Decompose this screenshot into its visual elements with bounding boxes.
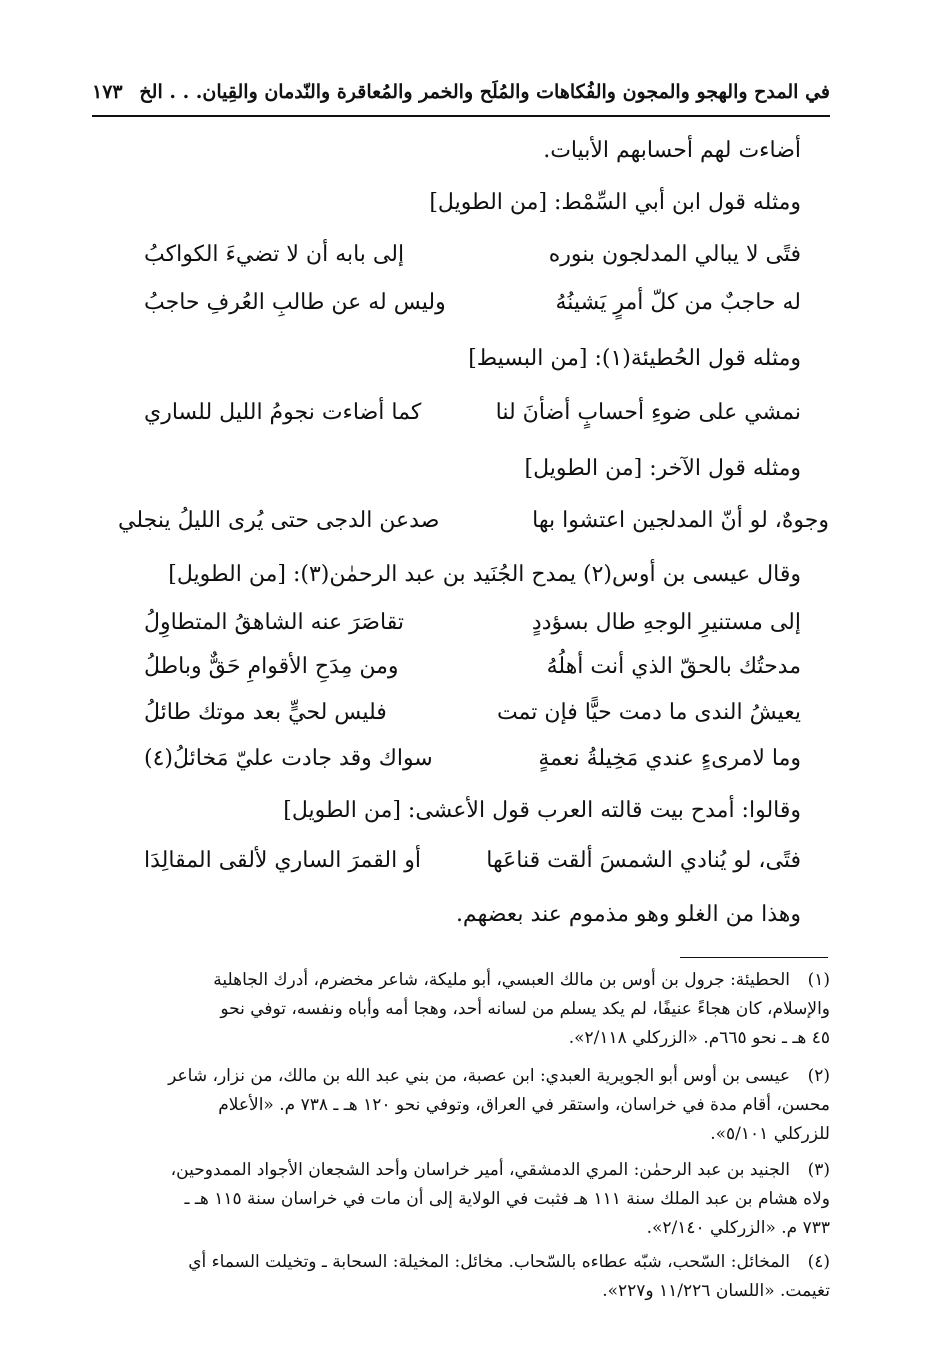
prose-line: وقال عيسى بن أوس(٢) يمدح الجُنَيد بن عبد الرحمٰن(٣): [من الطويل]	[168, 562, 801, 587]
verse-first-hemistich: وجوهٌ، لو أنّ المدلجين اعتشوا بها	[532, 508, 829, 533]
prose-line: ومثله قول ابن أبي السِّمْط: [من الطويل]	[429, 190, 801, 215]
prose-line: وهذا من الغلو وهو مذموم عند بعضهم.	[455, 902, 801, 927]
footnote-text: ٤٥ هـ ـ نحو ٦٦٥م. «الزركلي ٢/١١٨».	[568, 1028, 830, 1048]
footnote-text: المخائل: السّحب، شبّه عطاءه بالسّحاب. مخائل: المخيلة: السحابة ـ وتخيلت السماء أي	[188, 1252, 790, 1272]
footnote-text: للزركلي ٥/١٠١».	[710, 1124, 830, 1144]
verse-second-hemistich: فليس لحيٍّ بعد موتك طائلُ	[144, 700, 387, 725]
verse-second-hemistich: كما أضاءت نجومُ الليل للساري	[144, 400, 422, 425]
footnote-text: ٧٣٣ م. «الزركلي ٢/١٤٠».	[646, 1218, 830, 1238]
footnote-text: الحطيئة: جرول بن أوس بن مالك العبسي، أبو مليكة، شاعر مخضرم، أدرك الجاهلية	[213, 970, 790, 990]
footnote-text: ولاه هشام بن عبد الملك سنة ١١١ هـ فثبت في الولاية إلى أن مات في خراسان سنة ١١٥ هـ ـ	[184, 1189, 830, 1209]
footnote-separator	[680, 957, 828, 958]
verse-first-hemistich: يعيشُ الندى ما دمت حيًّا فإن تمت	[496, 700, 801, 725]
verse-first-hemistich: مدحتُك بالحقّ الذي أنت أهلُهُ	[546, 654, 801, 679]
prose-line: ومثله قول الآخر: [من الطويل]	[524, 456, 801, 481]
page-number: ١٧٣	[92, 81, 123, 103]
verse-second-hemistich: تقاصَرَ عنه الشاهقُ المتطاوِلُ	[144, 610, 404, 635]
verse-second-hemistich: سواك وقد جادت عليّ مَخائلُ(٤)	[144, 746, 433, 771]
footnote-4	[92, 1248, 830, 1306]
prose-line: ومثله قول الحُطيئة(١): [من البسيط]	[468, 346, 801, 371]
header-title: في المدح والهجو والمجون والفُكاهات والمُلَح والخمر والمُعاقرة والنّدمان والقِيان. . . الخ	[139, 81, 830, 103]
footnote-text: والإسلام، كان هجاءً عنيفًا، لم يكد يسلم من لسانه أحد، وهجا أمه وأباه ونفسه، توفي نحو	[220, 999, 830, 1019]
footnote-text: الجنيد بن عبد الرحمٰن: المري الدمشقي، أمير خراسان وأحد الشجعان الأجواد الممدوحين،	[170, 1160, 790, 1180]
verse-first-hemistich: إلى مستنيرِ الوجهِ طال بسؤددٍ	[531, 610, 801, 635]
verse-first-hemistich: له حاجبٌ من كلّ أمرٍ يَشينُهُ	[555, 290, 801, 315]
footnote-number: (٤)	[807, 1252, 830, 1272]
footnote-text: عيسى بن أوس أبو الجويرية العبدي: ابن عصبة، من بني عبد الله بن مالك، من نزار، شاعر	[168, 1066, 790, 1086]
footnote-2	[92, 1062, 830, 1149]
verse-second-hemistich: إلى بابه أن لا تضيءَ الكواكبُ	[144, 242, 405, 267]
verse-second-hemistich: صدعن الدجى حتى يُرى الليلُ ينجلي	[118, 508, 440, 533]
verse-first-hemistich: نمشي على ضوءِ أحسابٍ أضأنَ لنا	[495, 400, 801, 425]
footnote-text: محسن، أقام مدة في خراسان، واستقر في العراق، وتوفي نحو ١٢٠ هـ ـ ٧٣٨ م. «الأعلام	[218, 1095, 830, 1115]
footnote-number: (٢)	[807, 1066, 830, 1086]
verse-first-hemistich: وما لامرىءٍ عندي مَخِيلةُ نعمةٍ	[538, 746, 801, 771]
prose-line: وقالوا: أمدح بيت قالته العرب قول الأعشى: [من الطويل]	[283, 798, 801, 823]
footnote-1	[92, 966, 830, 1053]
verse-first-hemistich: فتًى، لو يُنادي الشمسَ ألقت قناعَها	[486, 848, 801, 873]
running-header	[92, 72, 830, 112]
footnote-number: (٣)	[807, 1160, 830, 1180]
verse-second-hemistich: ومن مِدَحِ الأقوامِ حَقٌّ وباطلُ	[144, 654, 399, 679]
footnote-text: تغيمت. «اللسان ١١/٢٢٦ و٢٢٧».	[602, 1281, 830, 1301]
footnote-3	[92, 1156, 830, 1243]
verse-second-hemistich: وليس له عن طالبِ العُرفِ حاجبُ	[144, 290, 446, 315]
footnote-number: (١)	[807, 970, 830, 990]
header-rule	[92, 115, 830, 117]
prose-line: أضاءت لهم أحسابهم الأبيات.	[543, 138, 801, 163]
verse-second-hemistich: أو القمرَ الساري لألقى المقالِدَا	[144, 848, 421, 873]
verse-first-hemistich: فتًى لا يبالي المدلجون بنوره	[548, 242, 801, 267]
